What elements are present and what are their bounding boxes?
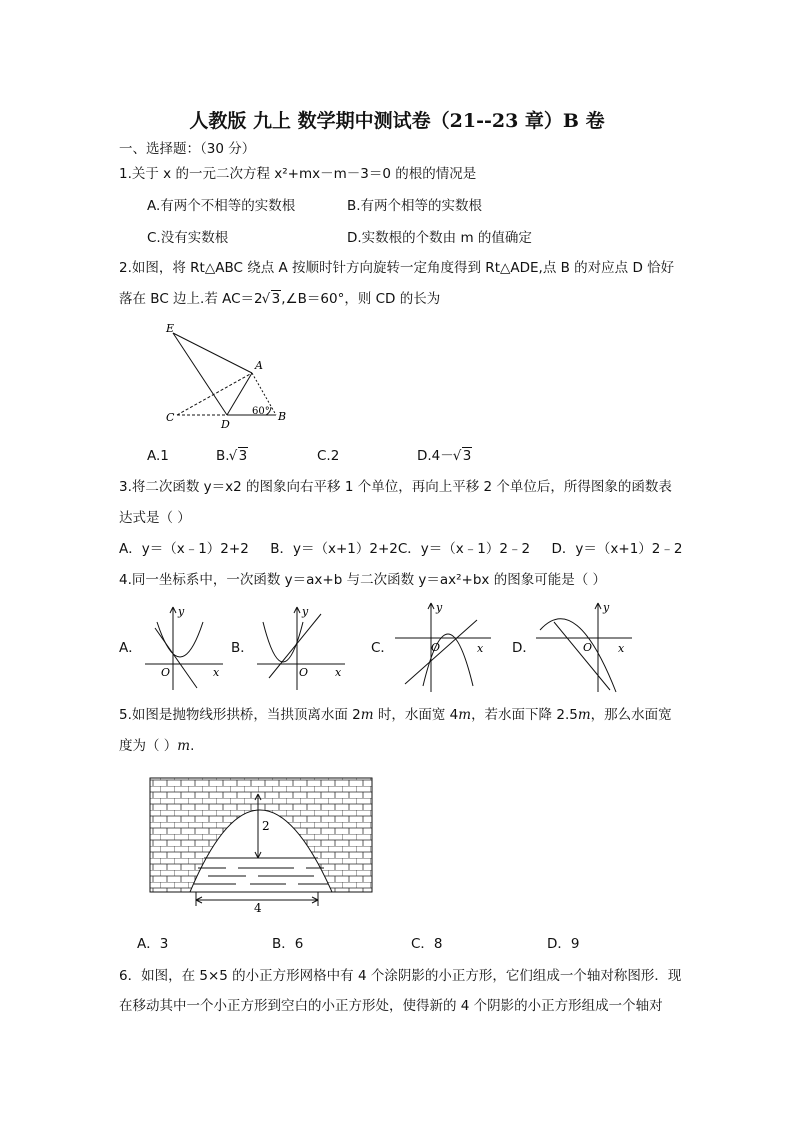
q2-option-c: C.2 — [317, 448, 340, 464]
q2-stem-line2-a: 落在 BC 边上.若 AC＝2 — [119, 291, 263, 307]
q1-option-a: A.有两个不相等的实数根 — [147, 198, 296, 214]
q1-option-d: D.实数根的个数由 m 的值确定 — [347, 230, 532, 246]
label-e: E — [166, 322, 175, 335]
svg-text:x: x — [477, 642, 484, 655]
width-label: 4 — [254, 901, 262, 915]
svg-text:O: O — [431, 641, 441, 654]
q6-stem-line2: 在移动其中一个小正方形到空白的小正方形处，使得新的 4 个阴影的小正方形组成一个轴对 — [119, 998, 663, 1014]
q2-option-d: D.4－√ 3 — [417, 447, 472, 465]
svg-text:y: y — [603, 601, 610, 614]
label-d: D — [221, 418, 230, 431]
q5-option-a: A．3 — [137, 936, 169, 952]
q5-option-c: C．8 — [411, 936, 443, 952]
q1-option-b: B.有两个相等的实数根 — [347, 198, 483, 214]
section-heading: 一、选择题：（30 分） — [119, 141, 256, 157]
q4-label-b: B． — [231, 640, 254, 656]
q5-stem-line2: 度为（ ）m. — [119, 738, 195, 754]
sqrt-symbol: √ 3 — [455, 447, 473, 465]
q1-stem: 1.关于 x 的一元二次方程 x²+mx－m－3＝0 的根的情况是 — [119, 166, 477, 182]
label-c: C — [166, 411, 175, 424]
q2-triangle-figure — [160, 318, 300, 433]
q4-graph-d — [534, 598, 636, 694]
sqrt-symbol: √ 3 — [231, 447, 249, 465]
q5-bridge-figure — [146, 774, 376, 916]
svg-text:y: y — [436, 601, 443, 614]
svg-text:x: x — [618, 642, 625, 655]
q1-option-c: C.没有实数根 — [147, 230, 229, 246]
svg-text:y: y — [302, 605, 309, 618]
q2-option-a: A.1 — [147, 448, 169, 464]
svg-text:O: O — [583, 641, 593, 654]
q3-stem-line1: 3.将二次函数 y＝x2 的图象向右平移 1 个单位，再向上平移 2 个单位后，所得图象的函数表 — [119, 479, 672, 495]
svg-text:x: x — [335, 666, 342, 679]
svg-text:x: x — [213, 666, 220, 679]
q4-graph-c — [393, 598, 495, 694]
label-b: B — [278, 410, 287, 423]
q4-label-a: A． — [119, 640, 142, 656]
angle-label: 60° — [252, 406, 270, 417]
q4-label-d: D． — [512, 640, 536, 656]
q6-stem-line1: 6．如图，在 5×5 的小正方形网格中有 4 个涂阴影的小正方形，它们组成一个轴对称图形．现 — [119, 968, 682, 984]
q5-option-b: B．6 — [272, 936, 304, 952]
q5-stem-line1: 5.如图是抛物线形拱桥，当拱顶离水面 2m 时，水面宽 4m，若水面下降 2.5m，那么水面宽 — [119, 707, 672, 723]
page-title: 人教版 九上 数学期中测试卷（21--23 章）B 卷 — [189, 110, 605, 132]
q4-graph-b — [255, 602, 347, 692]
svg-text:O: O — [299, 666, 309, 679]
svg-text:O: O — [161, 666, 171, 679]
q2-stem-line1: 2.如图，将 Rt△ABC 绕点 A 按顺时针方向旋转一定角度得到 Rt△ADE,点 B 的对应点 D 恰好 — [119, 260, 675, 276]
q4-label-c: C． — [371, 640, 394, 656]
q5-option-d: D．9 — [547, 936, 580, 952]
sqrt-symbol: √ 3 — [264, 290, 282, 308]
height-label: 2 — [262, 819, 270, 833]
q2-stem-line2 — [119, 290, 440, 308]
q3-stem-line2: 达式是（ ） — [119, 510, 191, 526]
q2-option-b: B.√ 3 — [216, 447, 248, 465]
q2-stem-line2-b: ,∠B＝60°，则 CD 的长为 — [281, 291, 441, 307]
svg-text:y: y — [178, 605, 185, 618]
label-a: A — [255, 359, 263, 372]
q4-graph-a — [143, 602, 225, 692]
q4-stem: 4.同一坐标系中，一次函数 y＝ax+b 与二次函数 y＝ax²+bx 的图象可能是（ ） — [119, 572, 607, 588]
q3-options: A．y＝（x﹣1）2+2 B．y＝（x+1）2+2C．y＝（x﹣1）2﹣2 D．y＝（x+1）2﹣2 — [119, 541, 683, 557]
